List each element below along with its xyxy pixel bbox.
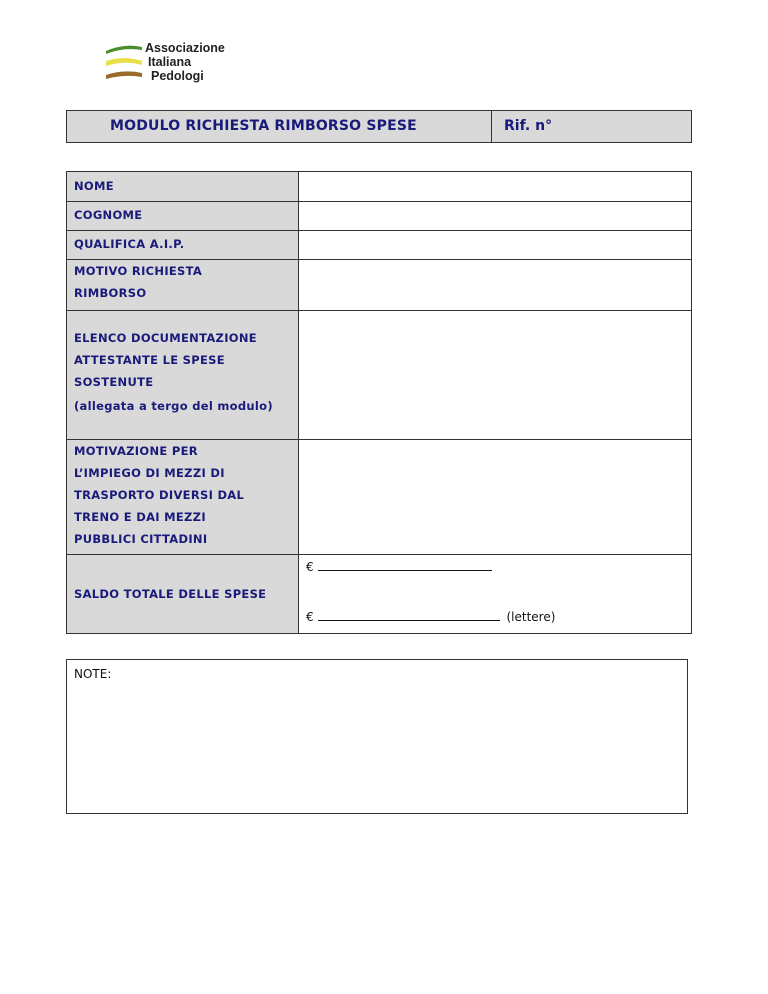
form-header: [66, 110, 692, 143]
documentazione-label-line: ELENCO DOCUMENTAZIONE: [74, 331, 257, 345]
logo-stripes-icon: [104, 41, 144, 87]
table-row: [67, 172, 692, 202]
documentazione-field[interactable]: [299, 311, 692, 440]
table-row: [67, 440, 692, 555]
notes-box[interactable]: [66, 659, 688, 814]
amount-numbers-blank[interactable]: [318, 559, 492, 571]
motivo-label-line: RIMBORSO: [74, 286, 147, 300]
cognome-label: COGNOME: [67, 202, 299, 231]
logo-line-2: Italiana: [148, 55, 192, 69]
motivazione-label-line: TRENO E DAI MEZZI: [74, 510, 206, 524]
reference-number-field[interactable]: Rif. n°: [504, 118, 553, 134]
table-row: [67, 311, 692, 440]
documentazione-label-line: SOSTENUTE: [74, 375, 154, 389]
motivazione-label-line: PUBBLICI CITTADINI: [74, 532, 208, 546]
motivazione-field[interactable]: [299, 440, 692, 555]
logo-line-3: Pedologi: [151, 69, 204, 83]
table-row: [67, 260, 692, 311]
motivazione-label-line: L’IMPIEGO DI MEZZI DI: [74, 466, 225, 480]
nome-field[interactable]: [299, 172, 692, 202]
table-row: [67, 202, 692, 231]
motivo-label-line: MOTIVO RICHIESTA: [74, 264, 203, 278]
logo-line-1: Associazione: [145, 41, 225, 55]
cognome-field[interactable]: [299, 202, 692, 231]
euro-sign: €: [306, 610, 314, 624]
logo-text: [145, 41, 225, 83]
motivazione-label: [67, 440, 299, 555]
amount-numbers-line[interactable]: [299, 558, 691, 576]
amount-letters-line[interactable]: [299, 608, 691, 626]
letters-suffix: (lettere): [506, 610, 556, 624]
saldo-totale-fields: [299, 555, 692, 634]
table-row: [67, 231, 692, 260]
amount-letters-blank[interactable]: [318, 609, 500, 621]
motivazione-label-line: MOTIVAZIONE PER: [74, 444, 198, 458]
motivo-label: [67, 260, 299, 311]
euro-sign: €: [306, 560, 314, 574]
documentazione-label-line: ATTESTANTE LE SPESE: [74, 353, 225, 367]
documentazione-label: [67, 311, 299, 440]
qualifica-field[interactable]: [299, 231, 692, 260]
qualifica-label: QUALIFICA A.I.P.: [67, 231, 299, 260]
motivo-field[interactable]: [299, 260, 692, 311]
saldo-totale-label: SALDO TOTALE DELLE SPESE: [67, 555, 299, 634]
nome-label: NOME: [67, 172, 299, 202]
request-form-table: [66, 171, 692, 634]
form-title: MODULO RICHIESTA RIMBORSO SPESE: [67, 111, 492, 142]
documentazione-label-line: (allegata a tergo del modulo): [74, 399, 273, 413]
notes-label: NOTE:: [74, 667, 112, 681]
motivazione-label-line: TRASPORTO DIVERSI DAL: [74, 488, 245, 502]
association-logo: [104, 41, 225, 87]
table-row: [67, 555, 692, 634]
